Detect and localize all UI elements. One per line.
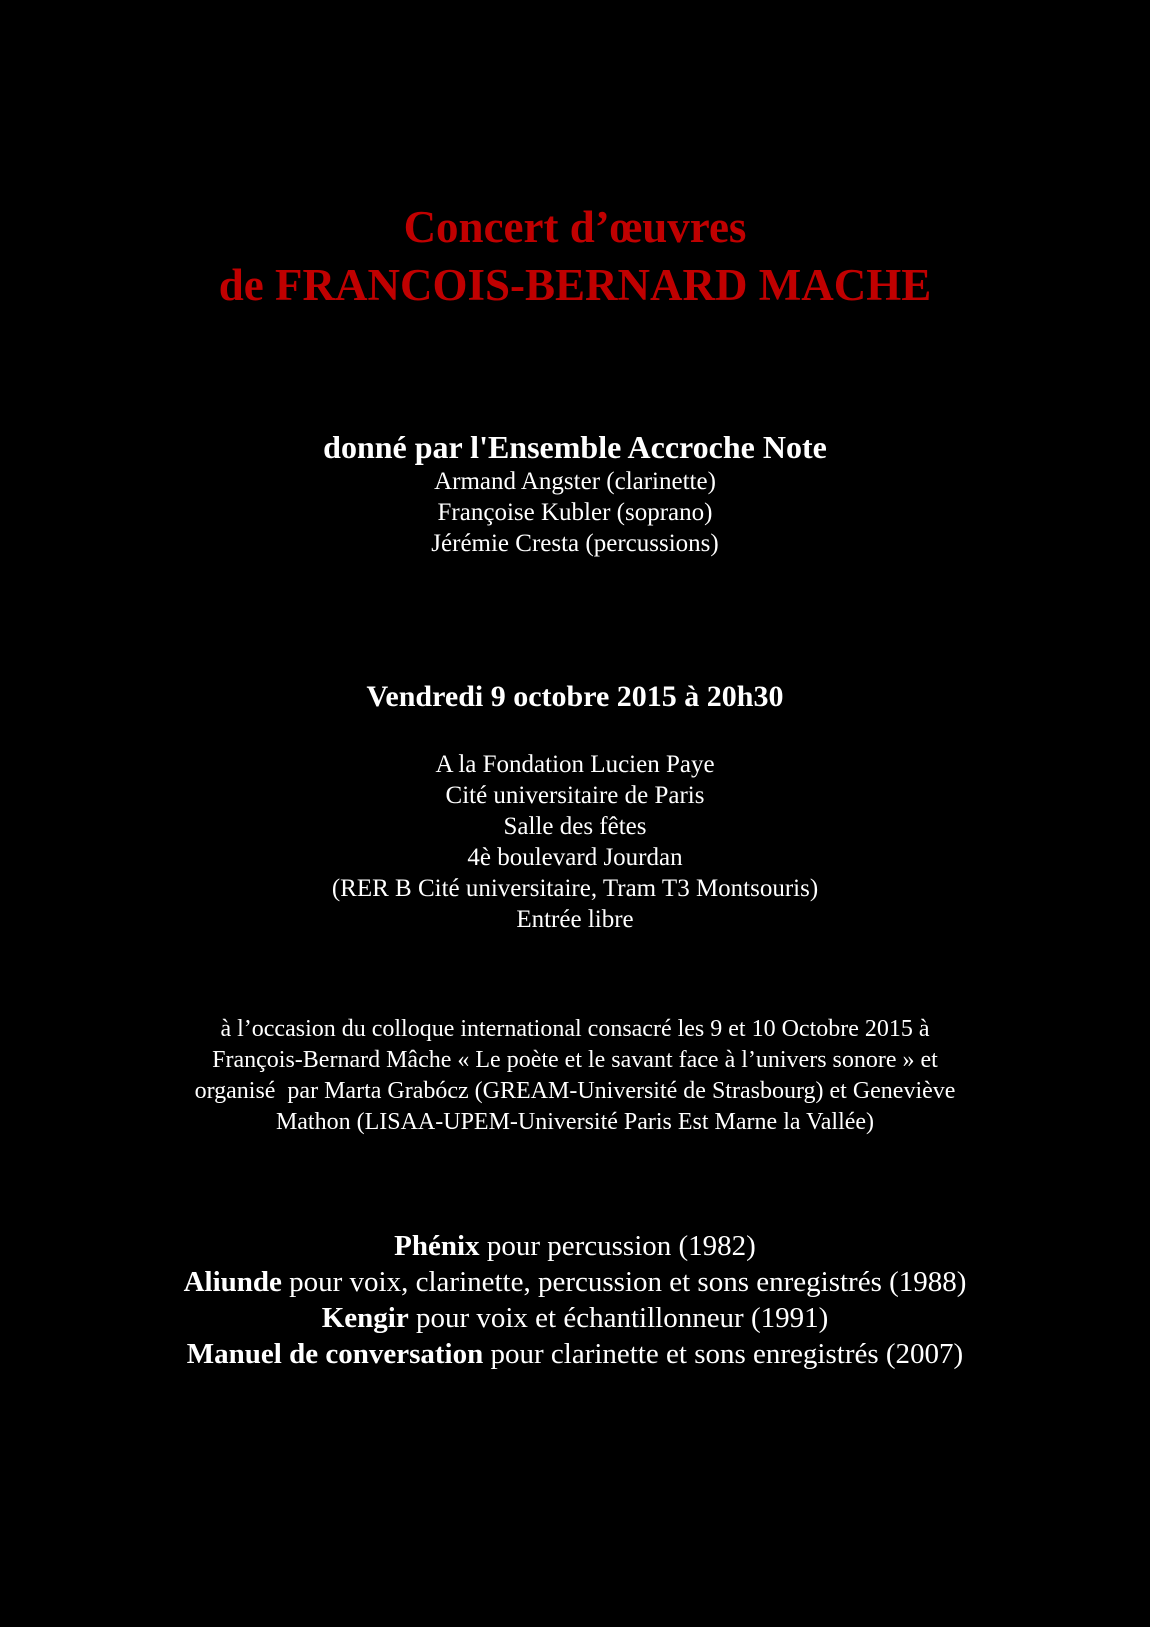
work-title: Kengir (321, 1302, 409, 1334)
work-description: pour clarinette et sons enregistrés (2007) (483, 1338, 964, 1370)
works-list (0, 1228, 1150, 1372)
venue-line: Entrée libre (516, 906, 634, 933)
title-line-2: de FRANCOIS-BERNARD MACHE (218, 260, 932, 310)
venue-line: Cité universitaire de Paris (445, 782, 705, 809)
work-title: Manuel de conversation (186, 1338, 484, 1370)
ensemble-member: Françoise Kubler (soprano) (437, 499, 713, 526)
work-item (0, 1300, 1150, 1336)
venue-line: (RER B Cité universitaire, Tram T3 Montsouris) (331, 875, 819, 902)
occasion-line: Mathon (LISAA-UPEM-Université Paris Est Marne la Vallée) (275, 1109, 875, 1135)
occasion-section (0, 1014, 1150, 1138)
work-item (0, 1264, 1150, 1300)
ensemble-member: Armand Angster (clarinette) (434, 468, 716, 495)
work-item (0, 1336, 1150, 1372)
ensemble-heading: donné par l'Ensemble Accroche Note (323, 429, 827, 465)
ensemble-member: Jérémie Cresta (percussions) (431, 530, 719, 557)
work-title: Phénix (394, 1230, 480, 1262)
work-description: pour percussion (1982) (479, 1230, 756, 1262)
work-description: pour voix et échantillonneur (1991) (408, 1302, 829, 1334)
title-line-1: Concert d’œuvres (403, 202, 747, 252)
venue-line: Salle des fêtes (503, 813, 647, 840)
concert-title (0, 198, 1150, 314)
concert-date: Vendredi 9 octobre 2015 à 20h30 (366, 680, 784, 713)
occasion-line: à l’occasion du colloque international consacré les 9 et 10 Octobre 2015 à (220, 1016, 930, 1042)
occasion-line: organisé par Marta Grabócz (GREAM-Université de Strasbourg) et Geneviève (194, 1078, 956, 1104)
ensemble-section (0, 428, 1150, 559)
venue-line: A la Fondation Lucien Paye (435, 751, 715, 778)
work-title: Aliunde (183, 1266, 282, 1298)
venue-line: 4è boulevard Jourdan (467, 844, 683, 871)
occasion-line: François-Bernard Mâche « Le poète et le savant face à l’univers sonore » et (212, 1047, 938, 1073)
work-item (0, 1228, 1150, 1264)
work-description: pour voix, clarinette, percussion et sons enregistrés (1988) (281, 1266, 967, 1298)
venue-section (0, 749, 1150, 935)
